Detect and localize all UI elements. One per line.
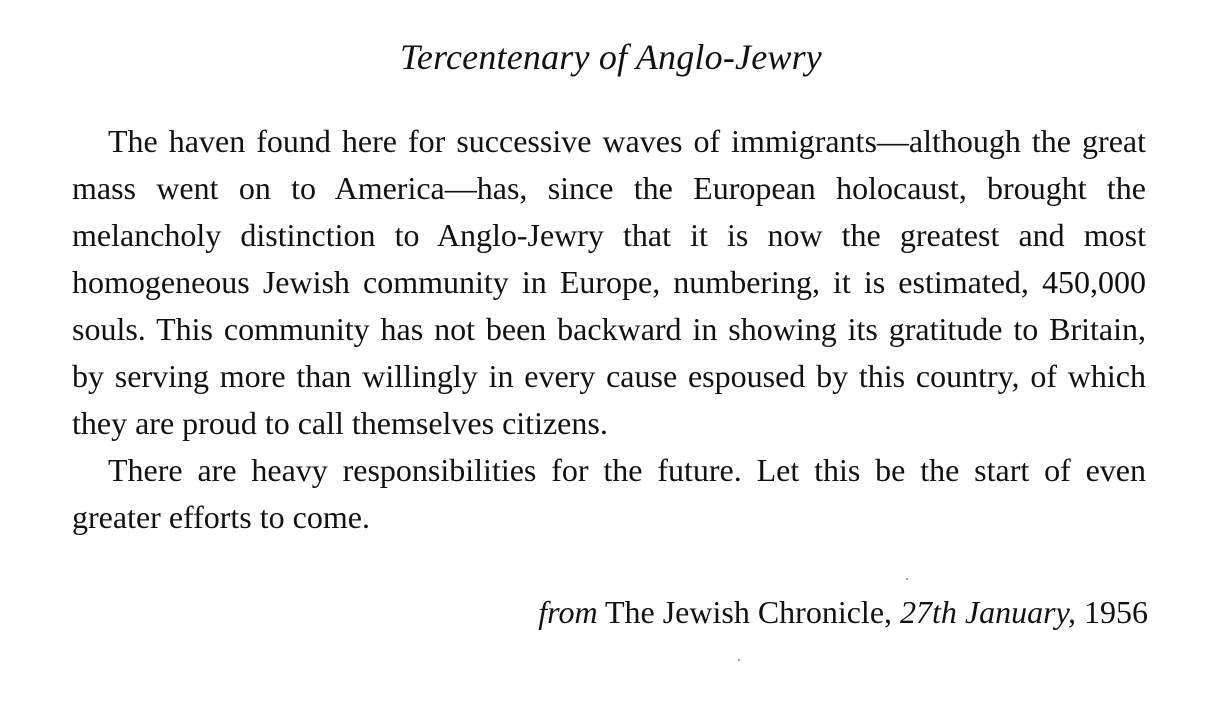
source-date: 27th January, [900,594,1076,630]
source-year: 1956 [1084,594,1148,630]
paragraph-1: The haven found here for successive waves of immigrants—although the great mass went on to America—has, since the European holocaust, brought the melancholy distinction to Anglo-Jewry that it is now the greatest and most homogeneous Jewish community in Europe, numbering, it is estimated, 450,000 souls. This community has not been backward in showing its gratitude to Britain, by serving more than willingly in every cause espoused by this country, of which they are proud to call themselves citizens. [72,123,1146,441]
source-publication: The Jewish Chronicle, [604,594,893,630]
source-prefix: from [538,594,598,630]
print-speck [906,578,908,580]
paragraph-2: There are heavy responsibilities for the future. Let this be the start of even greater efforts to come. [72,452,1146,535]
document-body [72,118,1146,541]
document-title: Tercentenary of Anglo-Jewry [400,37,822,77]
source-attribution [538,594,1148,631]
print-speck [738,659,740,661]
